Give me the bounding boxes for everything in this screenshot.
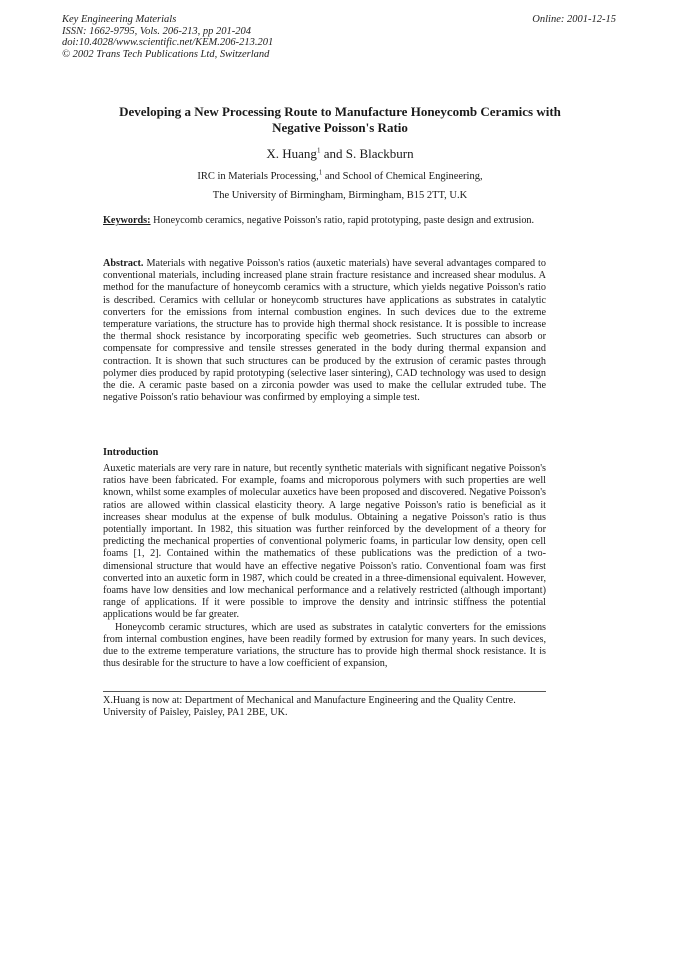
introduction-heading: Introduction bbox=[103, 447, 159, 458]
footnote-line-2: University of Paisley, Paisley, PA1 2BE, UK. bbox=[103, 707, 288, 719]
affiliation-line-2: The University of Birmingham, Birmingham, B15 2TT, U.K bbox=[212, 190, 468, 201]
abstract-text: Materials with negative Poisson's ratios (auxetic materials) have several advantages compared to conventional materials, including increased plane strain fracture resistance and increased shear modulus. A method for the manufacture of honeycomb ceramics with a structure, which yields negative Poisson's ratio is described. Ceramics with cellular or honeycomb structures have applications as substrates in catalytic converters for the emissions from internal combustion engines. In such devices due to the extreme temperature variations, the structure has to provide high thermal shock resistance. It is possible to increase the thermal shock resistance by incorporating specific web geometries. Such structures can absorb or compensate for compressive and tensile stresses generated in the body during thermal expansion and contraction. It is shown that such structures can be produced by the extrusion of ceramic pastes through polymer dies produced by rapid prototyping (selective laser sintering), CAD technology was used to design the die. A ceramic paste based on a zirconia powder was used to make the cellular extruded tube. The negative Poisson's ratio behaviour was confirmed by employing a simple test. bbox=[103, 258, 546, 404]
introduction-paragraph-2: Honeycomb ceramic structures, which are used as substrates in catalytic converters for the emissions from internal combustion engines, have been readily formed by extrusion for many years. In such devices, due to the extreme temperature variations, the structure has to provide high thermal shock resistance. It is thus desirable for the structure to have a low coefficient of expansion, bbox=[103, 621, 546, 670]
title-line-2: Negative Poisson's Ratio bbox=[272, 120, 408, 135]
journal-name: Key Engineering Materials bbox=[62, 14, 177, 25]
footnote-line-1: X.Huang is now at: Department of Mechanical and Manufacture Engineering and the Quality Centre. bbox=[103, 695, 516, 706]
affiliation-irc: IRC in Materials Processing, bbox=[197, 171, 319, 182]
journal-copyright: © 2002 Trans Tech Publications Ltd, Switzerland bbox=[62, 48, 270, 60]
author-list bbox=[100, 146, 580, 162]
journal-doi: doi:10.4028/www.scientific.net/KEM.206-213.201 bbox=[62, 37, 274, 48]
author-1: X. Huang bbox=[266, 146, 317, 161]
keywords-text: Honeycomb ceramics, negative Poisson's ratio, rapid prototyping, paste design and extrusion. bbox=[150, 215, 535, 226]
abstract-label: Abstract. bbox=[103, 258, 144, 269]
affiliation-mark: 1 bbox=[318, 168, 323, 177]
affiliation-line-1 bbox=[100, 167, 580, 186]
journal-header bbox=[62, 14, 273, 60]
keywords-label: Keywords: bbox=[103, 215, 151, 226]
footnote-divider bbox=[103, 691, 546, 692]
abstract bbox=[103, 258, 546, 404]
affiliation-school: and School of Chemical Engineering, bbox=[322, 171, 483, 182]
keywords bbox=[103, 215, 546, 227]
online-date: Online: 2001-12-15 bbox=[532, 14, 616, 25]
title-line-1: Developing a New Processing Route to Manufacture Honeycomb Ceramics with bbox=[119, 104, 561, 119]
author-1-affil-mark: 1 bbox=[316, 146, 321, 155]
footnote bbox=[103, 695, 553, 720]
introduction-paragraph-1: Auxetic materials are very rare in nature, but recently synthetic materials with significant negative Poisson's ratios have been fabricated. For example, foams and microporous polymers with such properties are well known, whilst some examples of molecular auxetics have been proposed and discovered. Negative Poisson's ratios are allowed within classical elasticity theory. A large negative Poisson's ratio is beneficial as it increases shear modulus at the expense of bulk modulus. Obtaining a negative Poisson's ratio is thus potentially important. In 1982, this situation was further reinforced by the development of a theory for predicting the mechanical properties of conventional polymeric foams, in particular low density, open cell foams [1, 2]. Contained within the mathematics of these publications was the prediction of a two-dimensional structure that would have an effective negative Poisson's ratio. Conventional foam was first converted into an auxetic form in 1987, which could be created in a three-dimensional equivalent. However, foams have low densities and low mechanical performance and a relatively restricted (although important) range of applications. If it were possible to improve the density and intrinsic stiffness the potential applications would be far greater. bbox=[103, 463, 546, 621]
affiliation bbox=[100, 167, 580, 205]
journal-issn: ISSN: 1662-9795, Vols. 206-213, pp 201-204 bbox=[62, 25, 251, 37]
introduction-body bbox=[103, 463, 546, 670]
paper-title bbox=[100, 104, 580, 136]
author-2: and S. Blackburn bbox=[320, 146, 414, 161]
